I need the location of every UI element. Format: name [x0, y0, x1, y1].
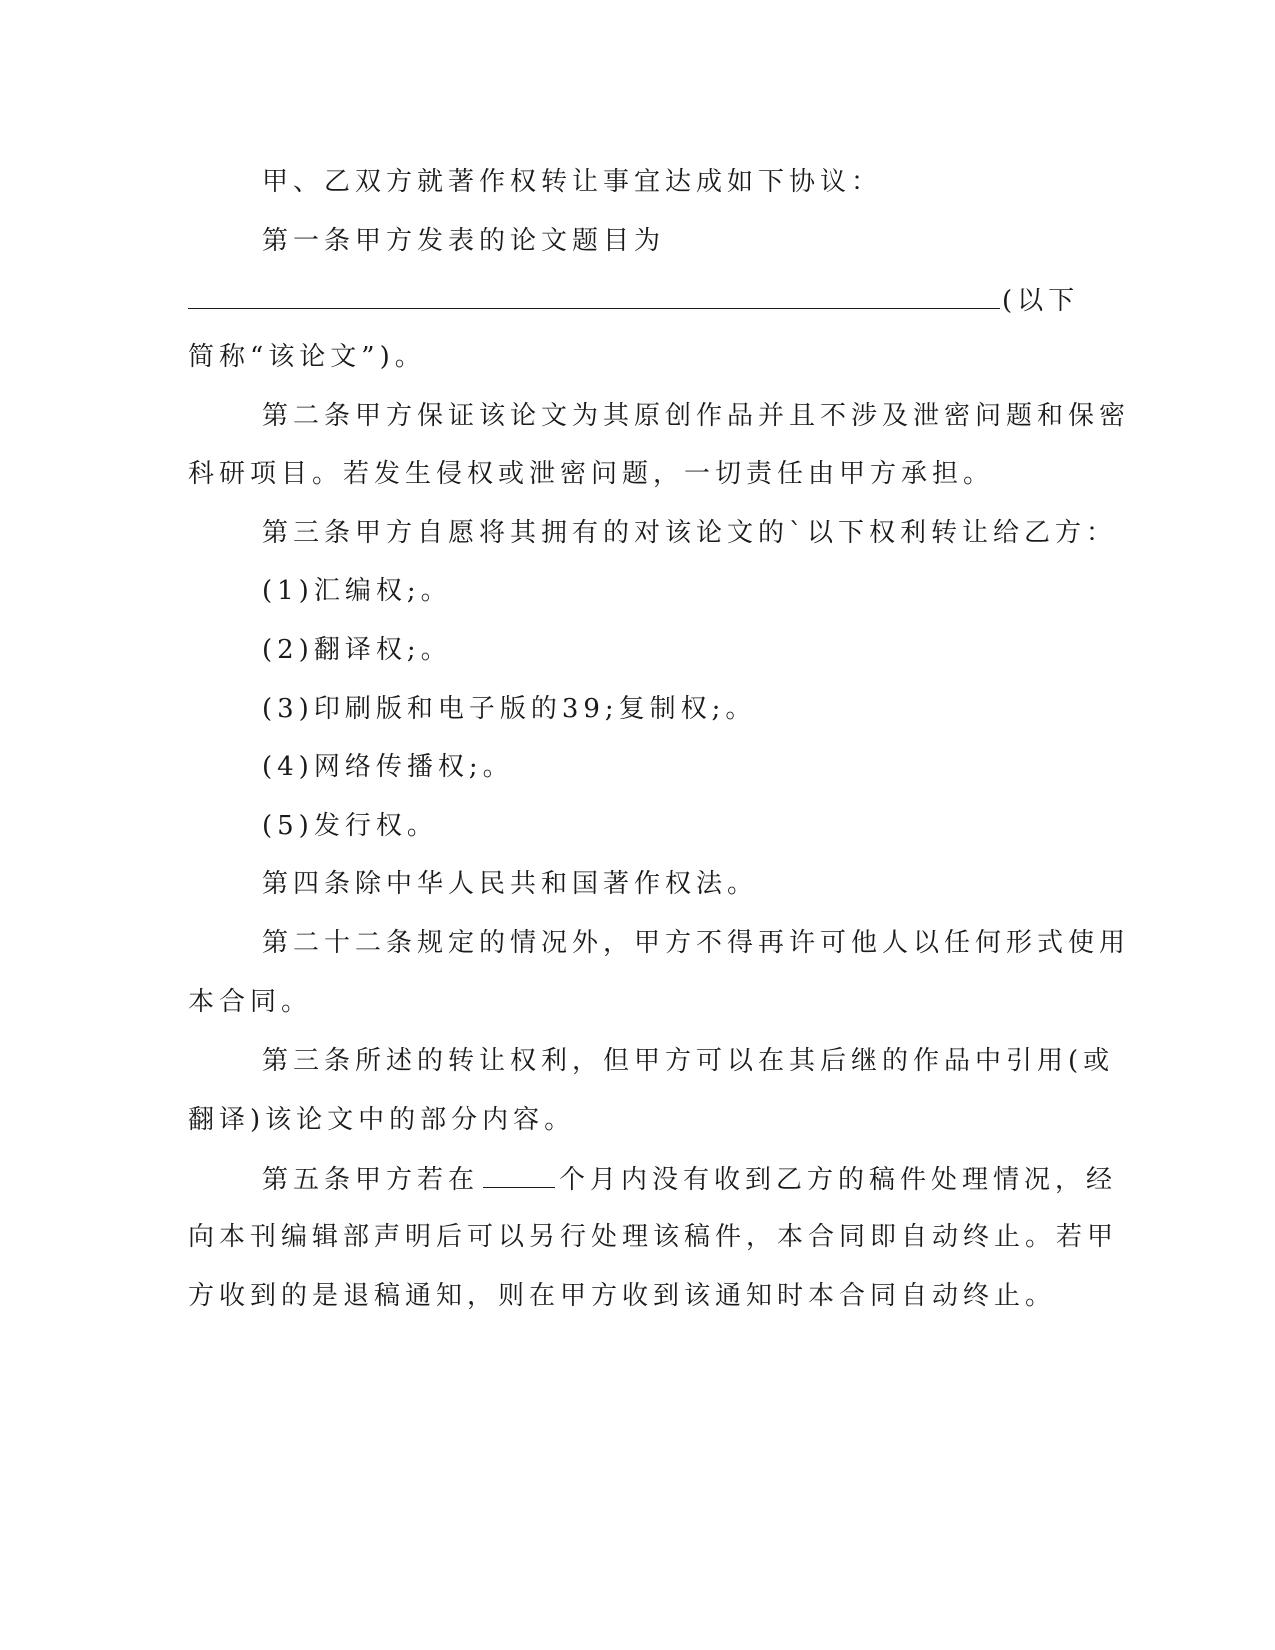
article-1-line-3: 简称“该论文”)。 [188, 342, 426, 372]
article-4-line-2: 第二十二条规定的情况外，甲方不得再许可他人以任何形式使用 [262, 928, 1131, 958]
article-5-suffix: 个月内没有收到乙方的稿件处理情况，经 [559, 1165, 1118, 1195]
article-5-line-1 [262, 1161, 1142, 1197]
article-4-line-3: 本合同。 [188, 987, 313, 1017]
article-3: 第三条甲方自愿将其拥有的对该论文的`以下权利转让给乙方： [262, 518, 1118, 548]
intro-paragraph: 甲、乙双方就著作权转让事宜达成如下协议： [262, 167, 883, 197]
article-4-line-4: 第三条所述的转让权利，但甲方可以在其后继的作品中引用(或 [262, 1046, 1115, 1076]
article-5-prefix: 第五条甲方若在 [262, 1165, 480, 1195]
list-item-1: (1)汇编权;。 [262, 576, 452, 606]
article-5-line-3: 方收到的是退稿通知，则在甲方收到该通知时本合同自动终止。 [188, 1281, 1057, 1311]
list-item-2: (2)翻译权;。 [262, 635, 452, 665]
list-item-3: (3)印刷版和电子版的39;复制权;。 [262, 694, 757, 724]
article-4-line-1: 第四条除中华人民共和国著作权法。 [262, 869, 759, 899]
article-1-line-2-tail: (以下 [1002, 286, 1080, 316]
list-item-5: (5)发行权。 [262, 811, 438, 841]
article-2-line-1: 第二条甲方保证该论文为其原创作品并且不涉及泄密问题和保密 [262, 401, 1131, 431]
article-4-line-5: 翻译)该论文中的部分内容。 [188, 1105, 576, 1135]
article-1-line-1: 第一条甲方发表的论文题目为 [262, 226, 666, 256]
article-2-line-2: 科研项目。若发生侵权或泄密问题，一切责任由甲方承担。 [188, 459, 995, 489]
list-item-4: (4)网络传播权;。 [262, 752, 514, 782]
months-blank-field [483, 1161, 555, 1188]
article-5-line-2: 向本刊编辑部声明后可以另行处理该稿件，本合同即自动终止。若甲 [188, 1222, 1119, 1252]
title-blank-field [188, 282, 1000, 309]
article-1-line-2 [188, 282, 1080, 318]
